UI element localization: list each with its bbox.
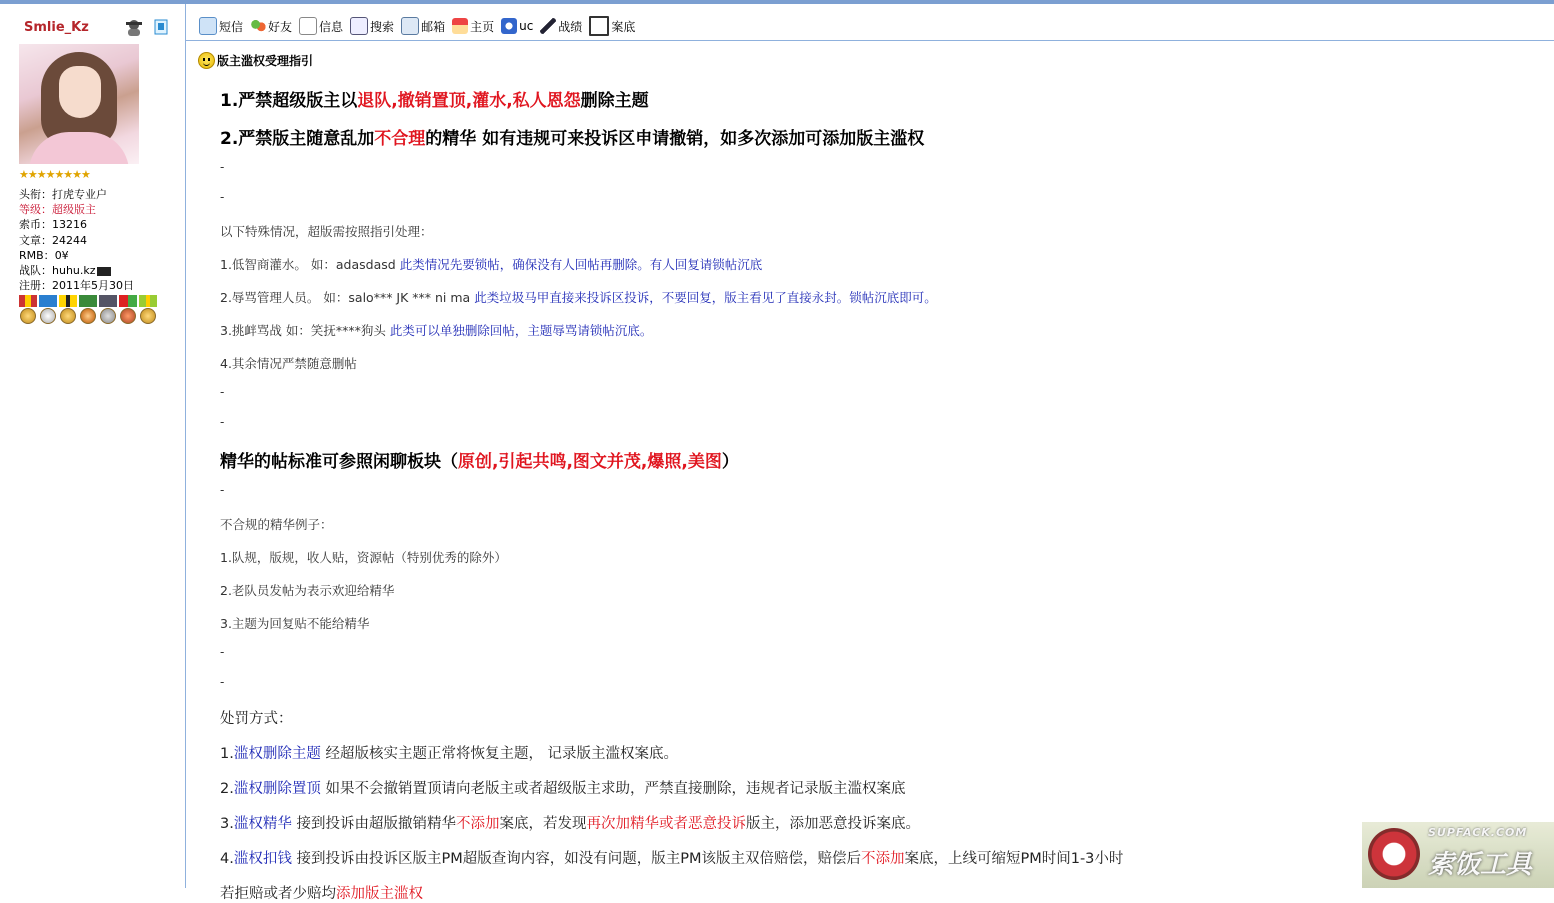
level-row: 等级：超级版主 [19, 203, 96, 217]
team-row: 战队：huhu.kz [19, 263, 134, 278]
separator: - [220, 675, 225, 689]
rmb-row: RMB：0¥ [19, 248, 69, 262]
abuse-delete-topic-link[interactable]: 滥权删除主题 [233, 746, 321, 762]
special-case-1: 1.低智商灌水。 如：adasdasd 此类情况先要锁帖，确保没有人回帖再删除。有人回复请锁帖沉底 [220, 257, 763, 272]
top-border [0, 0, 1554, 4]
avatar[interactable] [19, 44, 139, 164]
medal-icon [39, 295, 57, 327]
medal-icon [139, 295, 157, 327]
posts-row: 文章：24244 [19, 233, 87, 247]
special-intro: 以下特殊情况，超版需按照指引处理： [220, 224, 433, 239]
separator: - [220, 385, 225, 399]
toolbar-info[interactable]: 信息 [299, 17, 343, 35]
username[interactable]: Smlie_Kz [24, 20, 89, 35]
search-icon [350, 17, 368, 35]
mail-icon [401, 17, 419, 35]
register-row: 注册：2011年5月30日 [19, 279, 134, 293]
case-file-icon [589, 16, 609, 36]
toolbar-divider [186, 40, 1554, 41]
abuse-deduct-link[interactable]: 滥权扣钱 [233, 851, 292, 867]
post-title-row [198, 50, 313, 69]
abuse-essence-link[interactable]: 滥权精华 [233, 816, 292, 832]
bad-essence-3: 3.主题为回复贴不能给精华 [220, 616, 370, 631]
profile-info [19, 187, 134, 293]
toolbar-search[interactable]: 搜索 [350, 17, 394, 35]
essence-standard: 精华的帖标准可参照闲聊板块（原创,引起共鸣,图文并茂,爆照,美图） [220, 452, 739, 472]
medal-icon [59, 295, 77, 327]
record-icon [540, 18, 556, 34]
punishment-title: 处罚方式： [220, 711, 293, 727]
smiley-icon [198, 52, 215, 69]
separator: - [220, 160, 225, 174]
friends-icon [250, 18, 266, 34]
punishment-5: 若拒赔或者少赔均添加版主滥权 [220, 886, 423, 902]
team-flag-icon [97, 267, 125, 276]
toolbar-home[interactable]: 主页 [452, 18, 494, 35]
title-row: 头衔：打虎专业户 [19, 188, 107, 201]
rule-2: 2.严禁版主随意乱加不合理的精华 如有违规可来投诉区申请撤销，如多次添加可添加版主滥权 [220, 129, 925, 149]
toolbar-message[interactable]: 短信 [199, 17, 243, 35]
author-profile-panel [0, 4, 186, 888]
rule-1: 1.严禁超级版主以退队,撤销置顶,灌水,私人恩怨删除主题 [220, 91, 649, 111]
punishment-2: 2.滥权删除置顶 如果不会撤销置顶请向老版主或者超级版主求助，严禁直接删除，违规者记录版主滥权案底 [220, 781, 906, 797]
bad-essence-intro: 不合规的精华例子： [220, 517, 333, 532]
message-icon [199, 17, 217, 35]
send-message-icon[interactable] [154, 19, 168, 35]
medal-icon [119, 295, 137, 327]
special-case-4: 4.其余情况严禁随意删帖 [220, 356, 357, 371]
bad-essence-2: 2.老队员发帖为表示欢迎给精华 [220, 583, 395, 598]
online-status-icon [124, 17, 144, 37]
user-toolbar [199, 15, 642, 37]
info-icon [299, 17, 317, 35]
special-case-3: 3.挑衅骂战 如：笑抚****狗头 此类可以单独删除回帖，主题辱骂请锁帖沉底。 [220, 323, 653, 338]
home-icon [452, 18, 468, 34]
bad-essence-1: 1.队规，版规，收人贴，资源帖（特别优秀的除外） [220, 550, 507, 565]
special-case-2: 2.辱骂管理人员。 如：salo*** JK *** ni ma 此类垃圾马甲直接来投诉区投诉，不要回复，版主看见了直接永封。锁帖沉底即可。 [220, 290, 937, 305]
medal-list [19, 295, 161, 331]
punishment-3: 3.滥权精华 接到投诉由超版撤销精华不添加案底，若发现再次加精华或者恶意投诉版主，添加恶意投诉案底。 [220, 816, 920, 832]
toolbar-case-file[interactable]: 案底 [589, 16, 635, 36]
toolbar-record[interactable]: 战绩 [540, 18, 582, 35]
rank-stars: ★★★★★★★★ [19, 168, 90, 181]
coins-row: 索币：13216 [19, 218, 87, 232]
site-logo-icon [1368, 828, 1420, 880]
separator: - [220, 415, 225, 429]
separator: - [220, 483, 225, 497]
site-watermark: SUPFACK.COM 索饭工具 [1362, 822, 1554, 888]
separator: - [220, 190, 225, 204]
punishment-4: 4.滥权扣钱 接到投诉由投诉区版主PM超版查询内容，如没有问题，版主PM该版主双倍赔偿，赔偿后不添加案底，上线可缩短PM时间1-3小时 [220, 851, 1124, 867]
toolbar-mail[interactable]: 邮箱 [401, 17, 445, 35]
toolbar-uc[interactable]: uc [501, 18, 533, 34]
medal-icon [99, 295, 117, 327]
abuse-delete-sticky-link[interactable]: 滥权删除置顶 [233, 781, 321, 797]
medal-icon [79, 295, 97, 327]
medal-icon [19, 295, 37, 327]
uc-icon [501, 18, 517, 34]
separator: - [220, 645, 225, 659]
punishment-1: 1.滥权删除主题 经超版核实主题正常将恢复主题， 记录版主滥权案底。 [220, 746, 679, 762]
toolbar-friends[interactable]: 好友 [250, 18, 292, 35]
post-title: 版主滥权受理指引 [217, 54, 314, 68]
